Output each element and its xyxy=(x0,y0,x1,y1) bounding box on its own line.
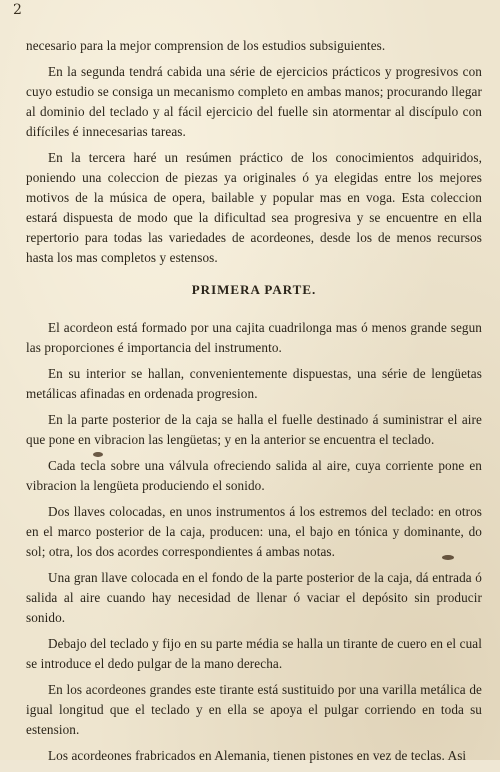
paragraph: Cada tecla sobre una válvula ofreciendo salida al aire, cuya corriente pone en vibracion la lengüeta produciendo el sonido. xyxy=(26,458,482,493)
paragraph: En su interior se hallan, convenientemente dispuestas, una série de lengüetas metálicas afinadas en ordenada progresion. xyxy=(26,366,482,401)
ink-blot xyxy=(442,555,454,560)
paragraph: Dos llaves colocadas, en unos instrumentos á los estremos del teclado: en otros en el marco posterior de la caja, producen: una, el bajo en tónica y dominante, do sol; otra, los dos acordes correspondientes á ambas notas. xyxy=(26,504,482,559)
paragraph: Debajo del teclado y fijo en su parte média se halla un tirante de cuero en el cual se introduce el dedo pulgar de la mano derecha. xyxy=(26,636,482,671)
body-text xyxy=(26,36,482,772)
page-number: 2 xyxy=(13,2,22,18)
ink-blot xyxy=(93,452,103,457)
paragraph-second-part: En la segunda tendrá cabida una série de ejercicios prácticos y progresivos con cuyo estudio se consiga un mecanismo completo en ambas manos; procurando llegar al dominio del teclado y al fácil ejercicio del fuelle sin atormentar al discípulo con difíciles é innecesarias tareas. xyxy=(26,64,482,139)
paragraph: Una gran llave colocada en el fondo de la parte posterior de la caja, dá entrada ó salida al aire cuando hay necesidad de llenar ó vaciar el depósito sin producir sonido. xyxy=(26,570,482,625)
paragraph: En la parte posterior de la caja se halla el fuelle destinado á suministrar el aire que pone en vibracion las lengüetas; y en la anterior se encuentra el teclado. xyxy=(26,412,482,447)
paragraph-continuation: necesario para la mejor comprension de los estudios subsiguientes. xyxy=(26,38,386,53)
paragraph-third-part: En la tercera haré un resúmen práctico de los conocimientos adquiridos, poniendo una coleccion de piezas ya originales ó ya elegidas entre los mejores motivos de la música de opera, bailable y popular mas en voga. Esta coleccion estará dispuesta de modo que la dificultad sea progresiva y se encuentre en ella repertorio para todas las variedades de acordeones, desde los de menos recursos hasta los mas completos y estensos. xyxy=(26,150,482,265)
paragraph: En los acordeones grandes este tirante está sustituido por una varilla metálica de igual longitud que el teclado y en ella se apoya el pulgar corriendo en toda su estension. xyxy=(26,682,482,737)
paragraph: El acordeon está formado por una cajita cuadrilonga mas ó menos grande segun las proporciones é importancia del instrumento. xyxy=(26,320,482,355)
paragraph: Los acordeones frabricados en Alemania, tienen pistones en vez de teclas. Asi xyxy=(48,748,467,763)
section-heading: PRIMERA PARTE. xyxy=(191,282,317,297)
